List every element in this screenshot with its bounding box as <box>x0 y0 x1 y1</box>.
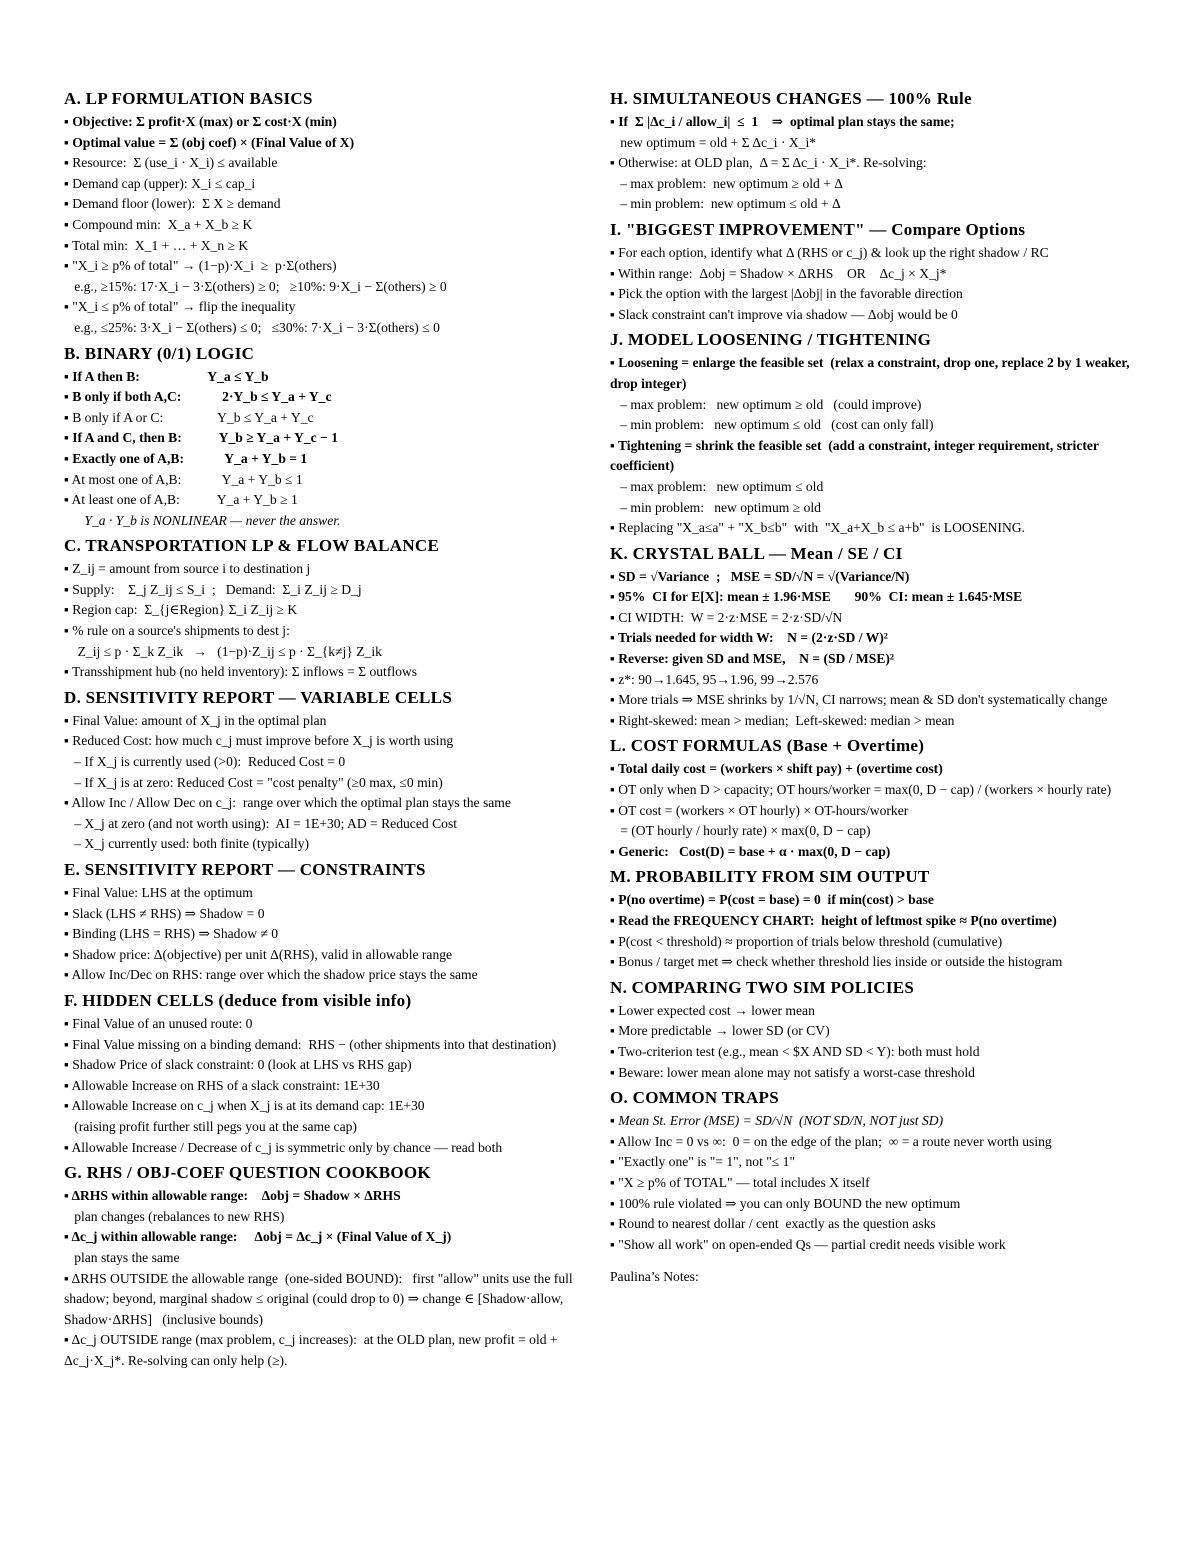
note-line: ▪ Δc_j OUTSIDE range (max problem, c_j increases): at the OLD plan, new profit = old + Δc_j·X_j*. Re-solving can only help (≥). <box>64 1332 561 1368</box>
section-title: M. PROBABILITY FROM SIM OUTPUT <box>610 867 930 887</box>
note-line: ▪ P(no overtime) = P(cost = base) = 0 if min(cost) > base <box>610 892 934 908</box>
note-line: plan stays the same <box>64 1249 180 1265</box>
note-line: ▪ Pick the option with the largest |Δobj| in the favorable direction <box>610 286 963 302</box>
note-line: ▪ At most one of A,B: Y_a + Y_b ≤ 1 <box>64 471 303 487</box>
note-line: ▪ Binding (LHS = RHS) ⇒ Shadow ≠ 0 <box>64 926 279 942</box>
note-line: ▪ Shadow price: Δ(objective) per unit Δ(RHS), valid in allowable range <box>64 946 453 962</box>
note-line: ▪ Total min: X_1 + … + X_n ≥ K <box>64 237 249 253</box>
note-line: ▪ Lower expected cost → lower mean <box>610 1002 815 1018</box>
section <box>610 1087 1140 1255</box>
note-line: ▪ Resource: Σ (use_i · X_i) ≤ available <box>64 155 278 171</box>
note-line: ▪ Within range: Δobj = Shadow × ΔRHS OR Δc_j × X_j* <box>610 265 947 281</box>
section-title: B. BINARY (0/1) LOGIC <box>64 343 255 363</box>
note-line: Y_a · Y_b is NONLINEAR — never the answer. <box>64 512 341 528</box>
note-line: – min problem: new optimum ≥ old <box>610 499 821 515</box>
section-title: F. HIDDEN CELLS (deduce from visible info) <box>64 990 412 1010</box>
note-line: plan changes (rebalances to new RHS) <box>64 1208 285 1224</box>
notes-label: Paulina’s Notes: <box>610 1269 699 1285</box>
section-title: I. "BIGGEST IMPROVEMENT" — Compare Options <box>610 219 1026 239</box>
note-line: – max problem: new optimum ≤ old <box>610 478 824 494</box>
note-line: ▪ ΔRHS OUTSIDE the allowable range (one-sided BOUND): first "allow" units use the full shadow; beyond, marginal shadow ≤ original (could drop to 0) ⇒ change ∈ [Shadow·allow, Shadow·ΔRHS] (inclusive bounds) <box>64 1270 577 1327</box>
section-title: E. SENSITIVITY REPORT — CONSTRAINTS <box>64 860 426 879</box>
note-line: – max problem: new optimum ≥ old (could improve) <box>610 396 922 412</box>
section <box>64 343 592 532</box>
note-line: ▪ More predictable → lower SD (or CV) <box>610 1023 830 1039</box>
section <box>64 88 592 339</box>
note-line: ▪ Allowable Increase on c_j when X_j is at its demand cap: 1E+30 <box>64 1098 425 1114</box>
section <box>64 990 592 1158</box>
note-line: ▪ Final Value missing on a binding demand: RHS − (other shipments into that destination) <box>64 1036 557 1052</box>
note-line: – If X_j is currently used (>0): Reduced Cost = 0 <box>64 754 346 770</box>
note-line: ▪ Compound min: X_a + X_b ≥ K <box>64 216 253 232</box>
note-line: ▪ "Exactly one" is "= 1", not "≤ 1" <box>610 1154 796 1170</box>
note-line: – X_j at zero (and not worth using): AI = 1E+30; AD = Reduced Cost <box>64 815 458 831</box>
note-line: ▪ SD = √Variance ; MSE = SD/√N = √(Variance/N) <box>610 568 910 584</box>
note-line: – min problem: new optimum ≤ old (cost can only fall) <box>610 417 934 433</box>
section-title: N. COMPARING TWO SIM POLICIES <box>610 977 915 997</box>
note-line: ▪ "Show all work" on open-ended Qs — partial credit needs visible work <box>610 1236 1006 1252</box>
section <box>64 1162 592 1371</box>
note-line: ▪ Region cap: Σ_{j∈Region} Σ_i Z_ij ≥ K <box>64 602 298 618</box>
note-line: ▪ Final Value: amount of X_j in the optimal plan <box>64 712 327 728</box>
note-line: new optimum = old + Σ Δc_i · X_i* <box>610 134 817 150</box>
note-line: ▪ Allowable Increase on RHS of a slack constraint: 1E+30 <box>64 1077 380 1093</box>
note-line: – min problem: new optimum ≤ old + Δ <box>610 196 841 212</box>
section <box>64 687 592 855</box>
note-line: – max problem: new optimum ≥ old + Δ <box>610 175 844 191</box>
note-line: ▪ Supply: Σ_j Z_ij ≤ S_i ; Demand: Σ_i Z_ij ≥ D_j <box>64 581 362 597</box>
note-line: ▪ OT cost = (workers × OT hourly) × OT-hours/worker <box>610 802 909 818</box>
note-line: ▪ Δc_j within allowable range: Δobj = Δc_j × (Final Value of X_j) <box>64 1229 452 1245</box>
note-line: ▪ Trials needed for width W: N = (2·z·SD / W)² <box>610 630 888 646</box>
note-line: ▪ Shadow Price of slack constraint: 0 (look at LHS vs RHS gap) <box>64 1057 412 1073</box>
section-title: C. TRANSPORTATION LP & FLOW BALANCE <box>64 536 440 556</box>
note-line: ▪ Slack constraint can't improve via shadow — Δobj would be 0 <box>610 306 958 322</box>
note-line: ▪ "X_i ≥ p% of total" → (1−p)·X_i ≥ p·Σ(others) <box>64 258 337 274</box>
note-line: ▪ Total daily cost = (workers × shift pay) + (overtime cost) <box>610 761 943 777</box>
section-title: D. SENSITIVITY REPORT — VARIABLE CELLS <box>64 687 453 707</box>
section-title: L. COST FORMULAS (Base + Overtime) <box>610 736 925 756</box>
note-line: e.g., ≤25%: 3·X_i − Σ(others) ≤ 0; ≤30%: 7·X_i − 3·Σ(others) ≤ 0 <box>64 319 440 335</box>
section <box>610 977 1140 1083</box>
note-line: ▪ Allow Inc = 0 vs ∞: 0 = on the edge of the plan; ∞ = a route never worth using <box>610 1133 1052 1149</box>
section <box>64 859 592 986</box>
note-line: ▪ OT only when D > capacity; OT hours/worker = max(0, D − cap) / (workers × hourly rate) <box>610 782 1112 798</box>
note-line: ▪ More trials ⇒ MSE shrinks by 1/√N, CI narrows; mean & SD don't systematically change <box>610 692 1108 708</box>
note-line: = (OT hourly / hourly rate) × max(0, D − cap) <box>610 823 871 839</box>
note-line: ▪ Right-skewed: mean > median; Left-skewed: median > mean <box>610 712 955 728</box>
note-line: ▪ Objective: Σ profit·X (max) or Σ cost·X (min) <box>64 114 337 129</box>
section <box>610 735 1140 862</box>
section <box>610 329 1140 538</box>
section-title: A. LP FORMULATION BASICS <box>64 89 313 108</box>
note-line: ▪ Slack (LHS ≠ RHS) ⇒ Shadow = 0 <box>64 905 265 921</box>
note-line: ▪ % rule on a source's shipments to dest j: <box>64 623 290 639</box>
note-line: ▪ Replacing "X_a≤a" + "X_b≤b" with "X_a+X_b ≤ a+b" is LOOSENING. <box>610 520 1025 536</box>
note-line: ▪ Reverse: given SD and MSE, N = (SD / MSE)² <box>610 651 894 667</box>
note-line: ▪ Tightening = shrink the feasible set (add a constraint, integer requirement, stricter coefficient) <box>610 437 1103 474</box>
note-line: ▪ Beware: lower mean alone may not satisfy a worst-case threshold <box>610 1064 975 1080</box>
note-line: ▪ Final Value: LHS at the optimum <box>64 885 253 900</box>
note-line: ▪ Z_ij = amount from source i to destination j <box>64 561 311 577</box>
note-line: ▪ B only if A or C: Y_b ≤ Y_a + Y_c <box>64 409 314 425</box>
note-line: ▪ Mean St. Error (MSE) = SD/√N (NOT SD/N, NOT just SD) <box>610 1113 944 1129</box>
note-line: ▪ "X ≥ p% of TOTAL" — total includes X itself <box>610 1174 870 1190</box>
note-line: ▪ Demand cap (upper): X_i ≤ cap_i <box>64 175 256 191</box>
note-line: ▪ Read the FREQUENCY CHART: height of leftmost spike ≈ P(no overtime) <box>610 913 1057 928</box>
section <box>610 543 1140 732</box>
note-line: ▪ Otherwise: at OLD plan, Δ = Σ Δc_i · X_i*. Re-solving: <box>610 155 927 171</box>
section-title: K. CRYSTAL BALL — Mean / SE / CI <box>610 543 903 563</box>
note-line: ▪ ΔRHS within allowable range: Δobj = Shadow × ΔRHS <box>64 1188 401 1204</box>
section <box>64 535 592 683</box>
left-column <box>64 88 592 1375</box>
section <box>610 88 1140 215</box>
note-line: ▪ Allow Inc / Allow Dec on c_j: range over which the optimal plan stays the same <box>64 795 511 811</box>
note-line: ▪ At least one of A,B: Y_a + Y_b ≥ 1 <box>64 492 298 508</box>
note-line: ▪ If Σ |Δc_i / allow_i| ≤ 1 ⇒ optimal plan stays the same; <box>610 114 955 129</box>
note-line: ▪ Round to nearest dollar / cent exactly as the question asks <box>610 1216 936 1232</box>
note-line: ▪ "X_i ≤ p% of total" → flip the inequality <box>64 299 296 315</box>
note-line: ▪ If A then B: Y_a ≤ Y_b <box>64 368 269 384</box>
section <box>610 866 1140 972</box>
section-title: H. SIMULTANEOUS CHANGES — 100% Rule <box>610 89 972 108</box>
note-line: – If X_j is at zero: Reduced Cost = "cost penalty" (≥0 max, ≤0 min) <box>64 774 443 790</box>
right-sections <box>610 88 1140 1255</box>
note-line: ▪ If A and C, then B: Y_b ≥ Y_a + Y_c − 1 <box>64 430 338 446</box>
note-line: ▪ P(cost < threshold) ≈ proportion of trials below threshold (cumulative) <box>610 933 1003 949</box>
note-line: ▪ 95% CI for E[X]: mean ± 1.96·MSE 90% CI: mean ± 1.645·MSE <box>610 589 1023 605</box>
section <box>610 219 1140 325</box>
note-line: ▪ Two-criterion test (e.g., mean < $X AND SD < Y): both must hold <box>610 1043 980 1059</box>
note-line: ▪ Allow Inc/Dec on RHS: range over which the shadow price stays the same <box>64 967 478 983</box>
note-line: ▪ For each option, identify what Δ (RHS or c_j) & look up the right shadow / RC <box>610 244 1049 260</box>
note-line: ▪ Reduced Cost: how much c_j must improve before X_j is worth using <box>64 733 454 749</box>
note-line: (raising profit further still pegs you at the same cap) <box>64 1118 357 1134</box>
note-line: ▪ Demand floor (lower): Σ X ≥ demand <box>64 196 281 212</box>
note-line: ▪ CI WIDTH: W = 2·z·MSE = 2·z·SD/√N <box>610 609 843 625</box>
note-line: ▪ 100% rule violated ⇒ you can only BOUND the new optimum <box>610 1195 961 1211</box>
section-title: G. RHS / OBJ-COEF QUESTION COOKBOOK <box>64 1163 431 1183</box>
note-line: ▪ Optimal value = Σ (obj coef) × (Final Value of X) <box>64 134 355 150</box>
note-line: ▪ Allowable Increase / Decrease of c_j is symmetric only by chance — read both <box>64 1139 503 1155</box>
note-line: Z_ij ≤ p · Σ_k Z_ik → (1−p)·Z_ij ≤ p · Σ_{k≠j} Z_ik <box>64 643 382 659</box>
note-line: e.g., ≥15%: 17·X_i − 3·Σ(others) ≥ 0; ≥10%: 9·X_i − Σ(others) ≥ 0 <box>64 278 447 294</box>
note-line: ▪ Final Value of an unused route: 0 <box>64 1015 253 1031</box>
note-line: ▪ Exactly one of A,B: Y_a + Y_b = 1 <box>64 450 308 466</box>
section-title: J. MODEL LOOSENING / TIGHTENING <box>610 330 932 350</box>
note-line: ▪ Generic: Cost(D) = base + α · max(0, D − cap) <box>610 843 891 859</box>
note-line: ▪ z*: 90→1.645, 95→1.96, 99→2.576 <box>610 671 819 687</box>
note-line: ▪ B only if both A,C: 2·Y_b ≤ Y_a + Y_c <box>64 389 332 405</box>
note-line: ▪ Transshipment hub (no held inventory): Σ inflows = Σ outflows <box>64 664 418 680</box>
right-column <box>610 88 1140 1288</box>
note-line: ▪ Bonus / target met ⇒ check whether threshold lies inside or outside the histogram <box>610 954 1063 970</box>
section-title: O. COMMON TRAPS <box>610 1088 779 1108</box>
note-line: – X_j currently used: both finite (typically) <box>64 836 310 852</box>
note-line: ▪ Loosening = enlarge the feasible set (relax a constraint, drop one, replace 2 by 1 weaker, drop integer) <box>610 355 1133 391</box>
